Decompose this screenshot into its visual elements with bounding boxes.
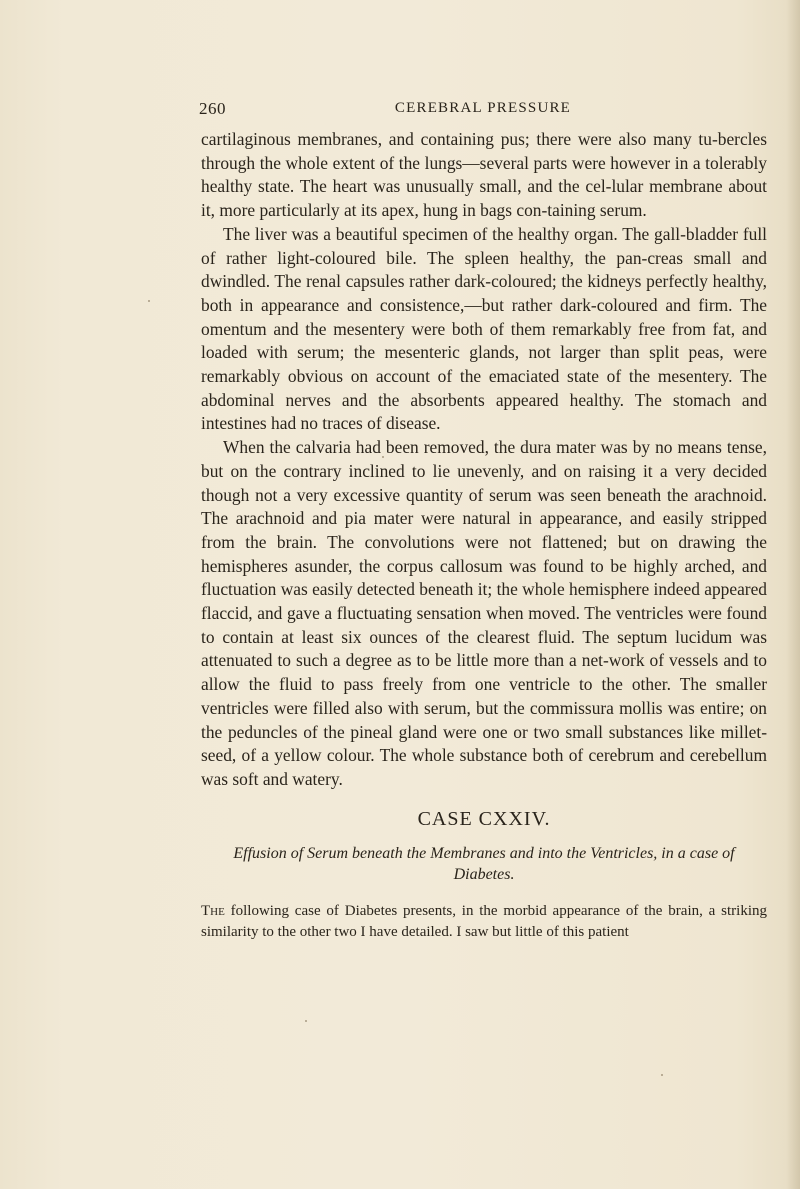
body-text [201, 128, 767, 792]
paper-speck [148, 300, 150, 302]
paragraph-brain: When the calvaria had been removed, the dura mater was by no means tense, but on the contrary inclined to lie unevenly, and on raising it a very decided though not a very excessive quantity of serum was seen beneath the arachnoid. The arachnoid and pia mater were natural in appearance, and easily stripped from the brain. The convolutions were not flattened; but on drawing the hemispheres asunder, the corpus callosum was found to be highly arched, and fluctuation was easily detected beneath it; the whole hemisphere indeed appeared flaccid, and gave a fluctuating sensation when moved. The ventricles were found to contain at least six ounces of the clearest fluid. The septum lucidum was attenuated to such a degree as to be little more than a net-work of vessels and to allow the fluid to pass freely from one ventricle to the other. The smaller ventricles were filled also with serum, but the commissura mollis was entire; on the peduncles of the pineal gland were one or two small substances like millet-seed, of a yellow colour. The whole substance both of cerebrum and cerebellum was soft and watery. [201, 437, 767, 789]
case-heading: CASE CXXIV. [417, 807, 551, 830]
paper-speck [305, 1020, 307, 1022]
case-intro-paragraph [201, 901, 767, 943]
page-edge-shadow [786, 0, 800, 1189]
paragraph-abdominal-organs: The liver was a beautiful specimen of the healthy organ. The gall-bladder full of rather light-coloured bile. The spleen healthy, the pan-creas small and dwindled. The renal capsules rather dark-coloured; the kidneys perfectly healthy, both in appearance and consistence,—but rather dark-coloured and firm. The omentum and the mesentery were both of them remarkably free from fat, and loaded with serum; the mesenteric glands, not larger than split peas, were remarkably obvious on account of the emaciated state of the mesentery. The abdominal nerves and the absorbents appeared healthy. The stomach and intestines had no traces of disease. [201, 223, 767, 434]
running-head: CEREBRAL PRESSURE [394, 100, 572, 116]
case-intro-lead: The [201, 902, 225, 919]
page-number: 260 [199, 99, 226, 118]
page-header [199, 99, 767, 123]
paper-speck [382, 456, 384, 458]
page-content [201, 128, 767, 943]
case-subtitle: Effusion of Serum beneath the Membranes and into the Ventricles, in a case of Diabetes. [233, 844, 735, 883]
paragraph-lungs-heart: cartilaginous membranes, and containing pus; there were also many tu-bercles through the whole extent of the lungs—several parts were however in a tolerably healthy state. The heart was unusually small, and the cel-lular membrane about it, more particularly at its apex, hung in bags con-taining serum. [201, 129, 767, 221]
case-intro-text: following case of Diabetes presents, in the morbid appearance of the brain, a striking similarity to the other two I have detailed. I saw but little of this patient [201, 902, 767, 940]
paper-speck [661, 1074, 663, 1076]
